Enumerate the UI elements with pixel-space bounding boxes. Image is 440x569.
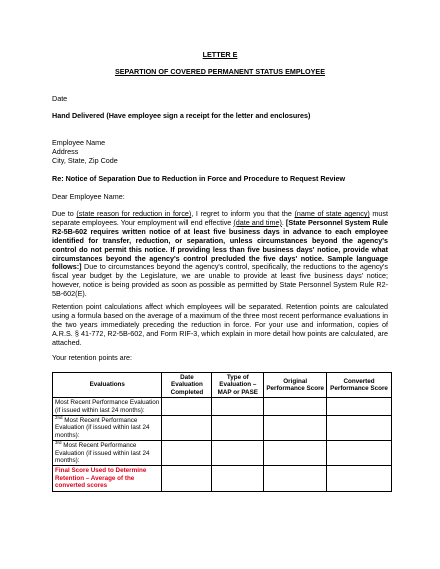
table-row	[53, 398, 392, 416]
original-score-cell[interactable]	[264, 466, 327, 491]
header-date-completed: Date Evaluation Completed	[162, 373, 212, 398]
table-row-final-score	[53, 466, 392, 491]
text-run: .	[281, 217, 286, 227]
original-score-cell[interactable]	[264, 441, 327, 466]
salutation: Dear Employee Name:	[52, 192, 125, 201]
converted-score-cell[interactable]	[327, 398, 392, 416]
text-run: must separate employees. Your employment will end effective	[52, 209, 388, 227]
type-cell[interactable]	[212, 416, 264, 441]
evaluation-label	[53, 416, 162, 441]
text-run: , I regret to inform you that the	[191, 209, 295, 218]
placeholder-agency: (name of state agency)	[294, 209, 370, 218]
paragraph-separation-notice	[52, 210, 388, 299]
converted-score-cell[interactable]	[327, 416, 392, 441]
date-cell[interactable]	[162, 441, 212, 466]
ordinal: 3rd	[55, 440, 62, 446]
header-original-score: Original Performance Score	[264, 373, 327, 398]
final-score-label: Final Score Used to Determine Retention – Average of the converted scores	[53, 466, 162, 491]
header-evaluation-type: Type of Evaluation – MAP or PASE	[212, 373, 264, 398]
type-cell[interactable]	[212, 441, 264, 466]
row-label-text: Most Recent Performance Evaluation (if issued within last 24 months):	[55, 417, 150, 439]
header-evaluations: Evaluations	[53, 373, 162, 398]
letter-heading: LETTER E	[202, 50, 238, 59]
address-line: City, State, Zip Code	[52, 155, 118, 165]
delivery-note: Hand Delivered (Have employee sign a receipt for the letter and enclosures)	[52, 111, 311, 120]
row-label-text: Most Recent Performance Evaluation (if issued within last 24 months):	[55, 399, 160, 414]
re-line: Re: Notice of Separation Due to Reduction in Force and Procedure to Request Review	[52, 174, 346, 183]
placeholder-reason: (state reason for reduction in force)	[76, 209, 192, 218]
subject-title: SEPARTION OF COVERED PERMANENT STATUS EMPLOYEE	[114, 67, 326, 76]
row-label-text: Most Recent Performance Evaluation (if issued within last 24 months):	[55, 442, 150, 465]
text-run: Due to circumstances beyond the agency's control, specifically, the reductions to the agency's fiscal year budget by the Legislature, we are unable to provide at least five business days' notice; however, notice is being provided as soon as possible as permitted by State Personnel System Rule R2-5B-602(E).	[52, 262, 388, 299]
evaluation-label	[53, 441, 162, 466]
ordinal: 2nd	[55, 414, 63, 420]
table-row	[53, 441, 392, 466]
converted-score-cell[interactable]	[327, 466, 392, 491]
placeholder-date-time: (date and time)	[233, 217, 282, 227]
address-line: Address	[52, 146, 79, 156]
paragraph-retention-points: Retention point calculations affect which employees will be separated. Retention points are calculated using a formula based on the average of a maximum of the three most recent performance evaluations in the two years immediately preceding the reduction in force. For your use and information, copies of A.R.S. § 41-772, R2-5B-602, and Form RIF-3, which explain in more detail how points are calculated, are attached.	[52, 302, 388, 347]
date-line: Date	[52, 94, 68, 103]
address-block	[52, 139, 388, 166]
converted-score-cell[interactable]	[327, 441, 392, 466]
date-cell[interactable]	[162, 398, 212, 416]
table-row	[53, 416, 392, 441]
date-cell[interactable]	[162, 466, 212, 491]
retention-points-table	[52, 372, 392, 492]
original-score-cell[interactable]	[264, 416, 327, 441]
type-cell[interactable]	[212, 398, 264, 416]
address-line: Employee Name	[52, 138, 106, 147]
header-converted-score: Converted Performance Score	[327, 373, 392, 398]
text-run: Due to	[52, 209, 77, 218]
evaluation-label	[53, 398, 162, 416]
table-header-row	[53, 373, 392, 398]
retention-points-intro: Your retention points are:	[52, 353, 133, 362]
original-score-cell[interactable]	[264, 398, 327, 416]
type-cell[interactable]	[212, 466, 264, 491]
date-cell[interactable]	[162, 416, 212, 441]
rule-instruction: [State Personnel System Rule R2-5B-602 requires written notice of at least five business days in advance to each employee identified for transfer, reduction, or separation, unless circumstances beyond the agency's control do not permit this notice. If providing less than five business days' notice, provide what circumstances beyond the agency's control precluded the five days' notice. Sample language follows:]	[52, 217, 388, 272]
